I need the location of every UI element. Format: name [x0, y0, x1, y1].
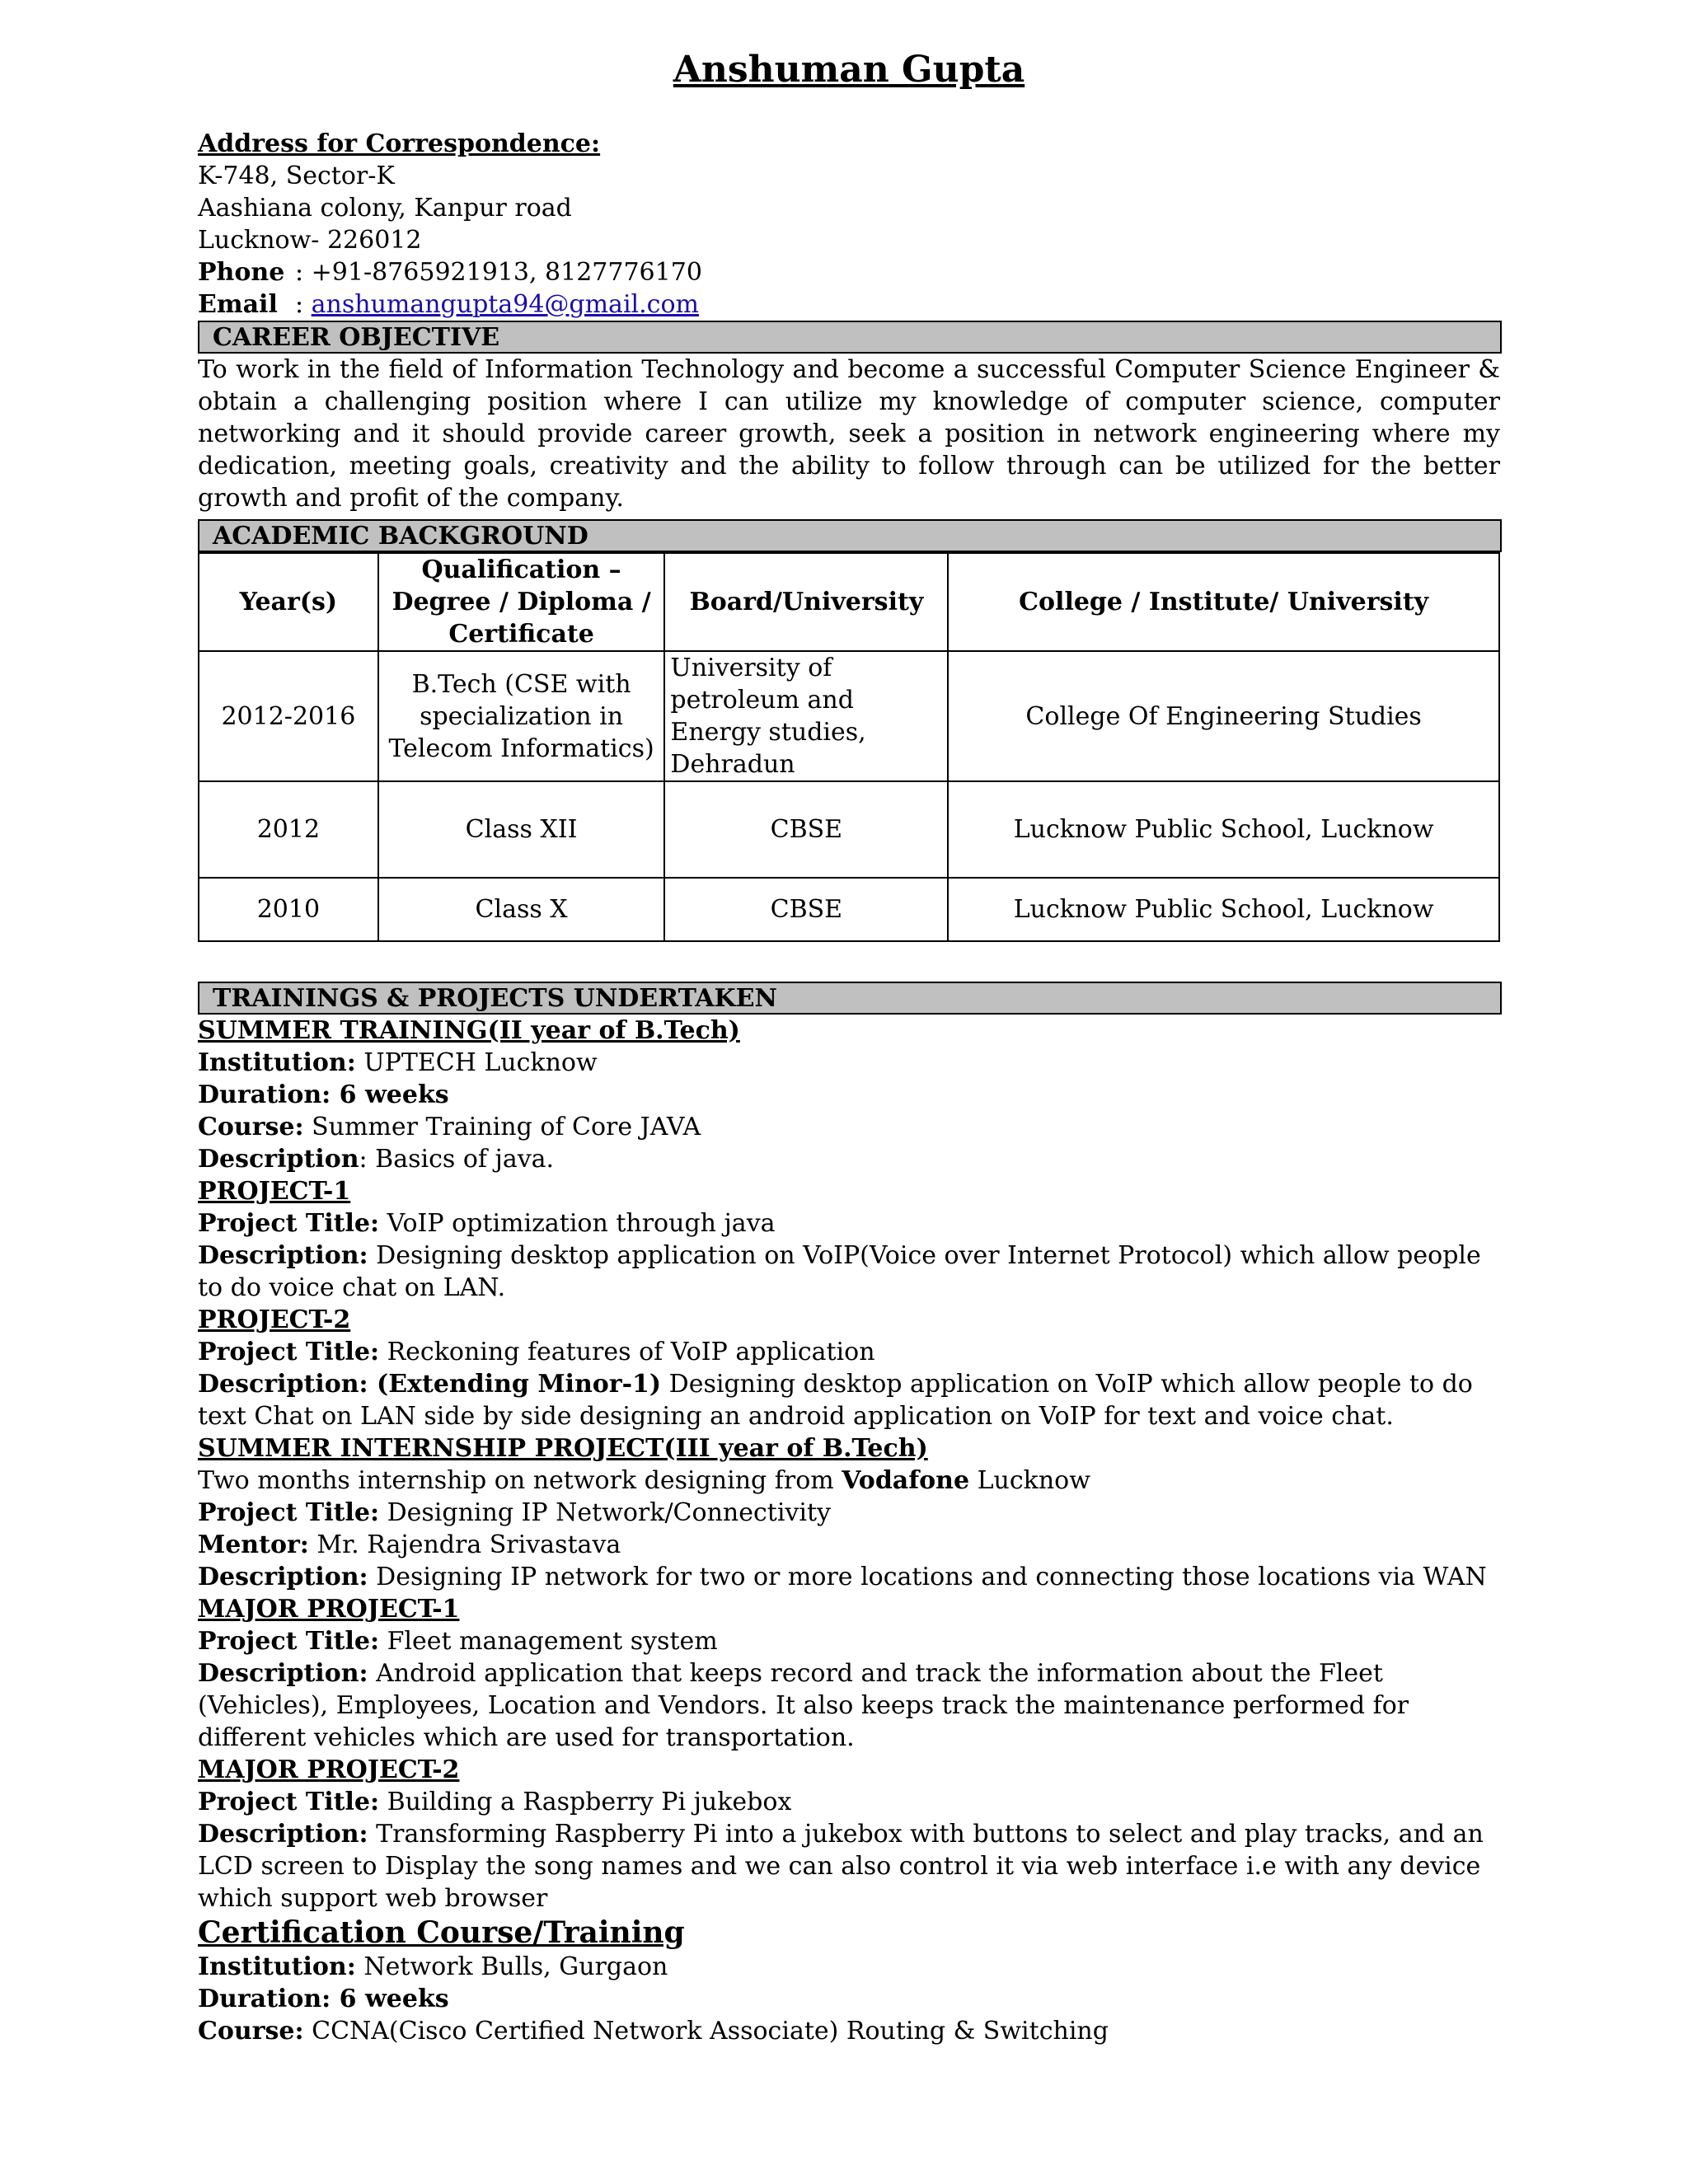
project-title-value: Building a Raspberry Pi jukebox: [387, 1788, 792, 1816]
project-title-label: Project Title:: [198, 1338, 380, 1366]
project-title-value: Fleet management system: [387, 1627, 718, 1656]
project-2-title: PROJECT-2: [198, 1305, 351, 1334]
project-1-section: [198, 1175, 1500, 1304]
major-project-2-section: [198, 1754, 1500, 1915]
internship-location: Lucknow: [977, 1466, 1090, 1495]
mentor-value: Mr. Rajendra Srivastava: [316, 1530, 621, 1559]
academic-table: [198, 552, 1500, 942]
table-cell: 2012: [199, 781, 378, 878]
email-line: [198, 288, 1500, 321]
table-header-row: [199, 553, 1499, 651]
address-line: Lucknow- 226012: [198, 226, 422, 255]
phone-value: : +91-8765921913, 8127776170: [295, 258, 702, 287]
certification-title: Certification Course/Training: [198, 1915, 685, 1950]
table-cell: 2012-2016: [199, 651, 378, 781]
description-value: : Basics of java.: [359, 1145, 555, 1174]
internship-company: Vodafone: [842, 1466, 970, 1495]
phone-label: Phone: [198, 258, 285, 287]
table-cell: Lucknow Public School, Lucknow: [948, 781, 1499, 878]
major-project-1-title: MAJOR PROJECT-1: [198, 1595, 460, 1624]
major-project-2-title: MAJOR PROJECT-2: [198, 1755, 460, 1784]
description-value: Designing desktop application on VoIP which allow people to do text Chat on LAN side by side designing an android application on VoIP for text and voice chat.: [198, 1370, 1473, 1431]
description-value: Designing IP network for two or more locations and connecting those locations via WAN: [376, 1563, 1487, 1591]
description-label: Description:: [198, 1659, 368, 1688]
project-title-label: Project Title:: [198, 1498, 380, 1527]
table-row: [199, 878, 1499, 941]
table-cell: College Of Engineering Studies: [948, 651, 1499, 781]
table-cell: 2010: [199, 878, 378, 941]
candidate-name: Anshuman Gupta: [673, 49, 1025, 91]
institution-label: Institution:: [198, 1048, 356, 1077]
table-row: [199, 781, 1499, 878]
table-cell: University of petroleum and Energy studies, Dehradun: [664, 651, 948, 781]
address-heading: Address for Correspondence:: [198, 129, 601, 158]
internship-intro: Two months internship on network designing from: [198, 1466, 834, 1495]
project-title-value: Designing IP Network/Connectivity: [387, 1498, 831, 1527]
resume-page: [198, 45, 1500, 2047]
internship-title: SUMMER INTERNSHIP PROJECT(III year of B.Tech): [198, 1434, 928, 1463]
institution-value: UPTECH Lucknow: [363, 1048, 598, 1077]
description-label: Description: (Extending Minor-1): [198, 1370, 662, 1399]
course-label: Course:: [198, 1113, 304, 1141]
career-objective-text: To work in the field of Information Technology and become a successful Computer Science Engineer & obtain a challenging position where I can utilize my knowledge of computer science, computer networking and it should provide career growth, seek a position in network engineering where my dedication, meeting goals, creativity and the ability to follow through can be utilized for the better growth and profit of the company.: [198, 355, 1500, 513]
table-header-cell: Qualification – Degree / Diploma / Certificate: [378, 553, 665, 651]
table-cell: CBSE: [664, 781, 948, 878]
major-project-1-section: [198, 1593, 1500, 1754]
course-value: Summer Training of Core JAVA: [312, 1113, 701, 1141]
description-label: Description:: [198, 1563, 368, 1591]
table-cell: B.Tech (CSE with specialization in Telecom Informatics): [378, 651, 665, 781]
phone-line: [198, 256, 1500, 288]
project-title-value: Reckoning features of VoIP application: [387, 1338, 875, 1366]
description-label: Description:: [198, 1241, 368, 1270]
table-header-cell: College / Institute/ University: [948, 553, 1499, 651]
table-row: [199, 651, 1499, 781]
address-block: [198, 128, 1500, 321]
table-cell: Class XII: [378, 781, 665, 878]
project-title-label: Project Title:: [198, 1209, 380, 1238]
project-title-label: Project Title:: [198, 1788, 380, 1816]
table-cell: CBSE: [664, 878, 948, 941]
address-line: K-748, Sector-K: [198, 162, 395, 190]
email-sep: :: [295, 290, 312, 319]
table-cell: Class X: [378, 878, 665, 941]
project-title-value: VoIP optimization through java: [387, 1209, 776, 1238]
duration-text: Duration: 6 weeks: [198, 1080, 449, 1109]
table-header-cell: Year(s): [199, 553, 378, 651]
internship-section: [198, 1432, 1500, 1593]
certification-section: [198, 1915, 1500, 2047]
description-label: Description: [198, 1145, 359, 1174]
description-label: Description:: [198, 1820, 368, 1849]
project-2-section: [198, 1304, 1500, 1432]
duration-text: Duration: 6 weeks: [198, 1985, 449, 2013]
course-label: Course:: [198, 2017, 304, 2046]
summer-training-section: [198, 1015, 1500, 1175]
institution-value: Network Bulls, Gurgaon: [363, 1952, 668, 1981]
table-cell: Lucknow Public School, Lucknow: [948, 878, 1499, 941]
description-value: Transforming Raspberry Pi into a jukebox with buttons to select and play tracks, and an LCD screen to Display the song names and we can also control it via web interface i.e with any device which support web browser: [198, 1820, 1484, 1913]
institution-label: Institution:: [198, 1952, 356, 1981]
academic-heading: ACADEMIC BACKGROUND: [198, 519, 1502, 552]
description-value: Designing desktop application on VoIP(Voice over Internet Protocol) which allow people to do voice chat on LAN.: [198, 1241, 1481, 1302]
course-value: CCNA(Cisco Certified Network Associate) Routing & Switching: [312, 2017, 1109, 2046]
mentor-label: Mentor:: [198, 1530, 309, 1559]
address-line: Aashiana colony, Kanpur road: [198, 194, 572, 223]
table-header-cell: Board/University: [664, 553, 948, 651]
project-title-label: Project Title:: [198, 1627, 380, 1656]
description-value: Android application that keeps record and track the information about the Fleet (Vehicles), Employees, Location and Vendors. It also keeps track the maintenance performed for different vehicles which are used for transportation.: [198, 1659, 1409, 1752]
trainings-heading: TRAININGS & PROJECTS UNDERTAKEN: [198, 982, 1502, 1015]
email-label: Email: [198, 290, 278, 319]
career-objective-heading: CAREER OBJECTIVE: [198, 321, 1502, 354]
project-1-title: PROJECT-1: [198, 1177, 351, 1206]
summer-training-title: SUMMER TRAINING(II year of B.Tech): [198, 1016, 740, 1045]
email-link[interactable]: anshumangupta94@gmail.com: [311, 290, 699, 319]
